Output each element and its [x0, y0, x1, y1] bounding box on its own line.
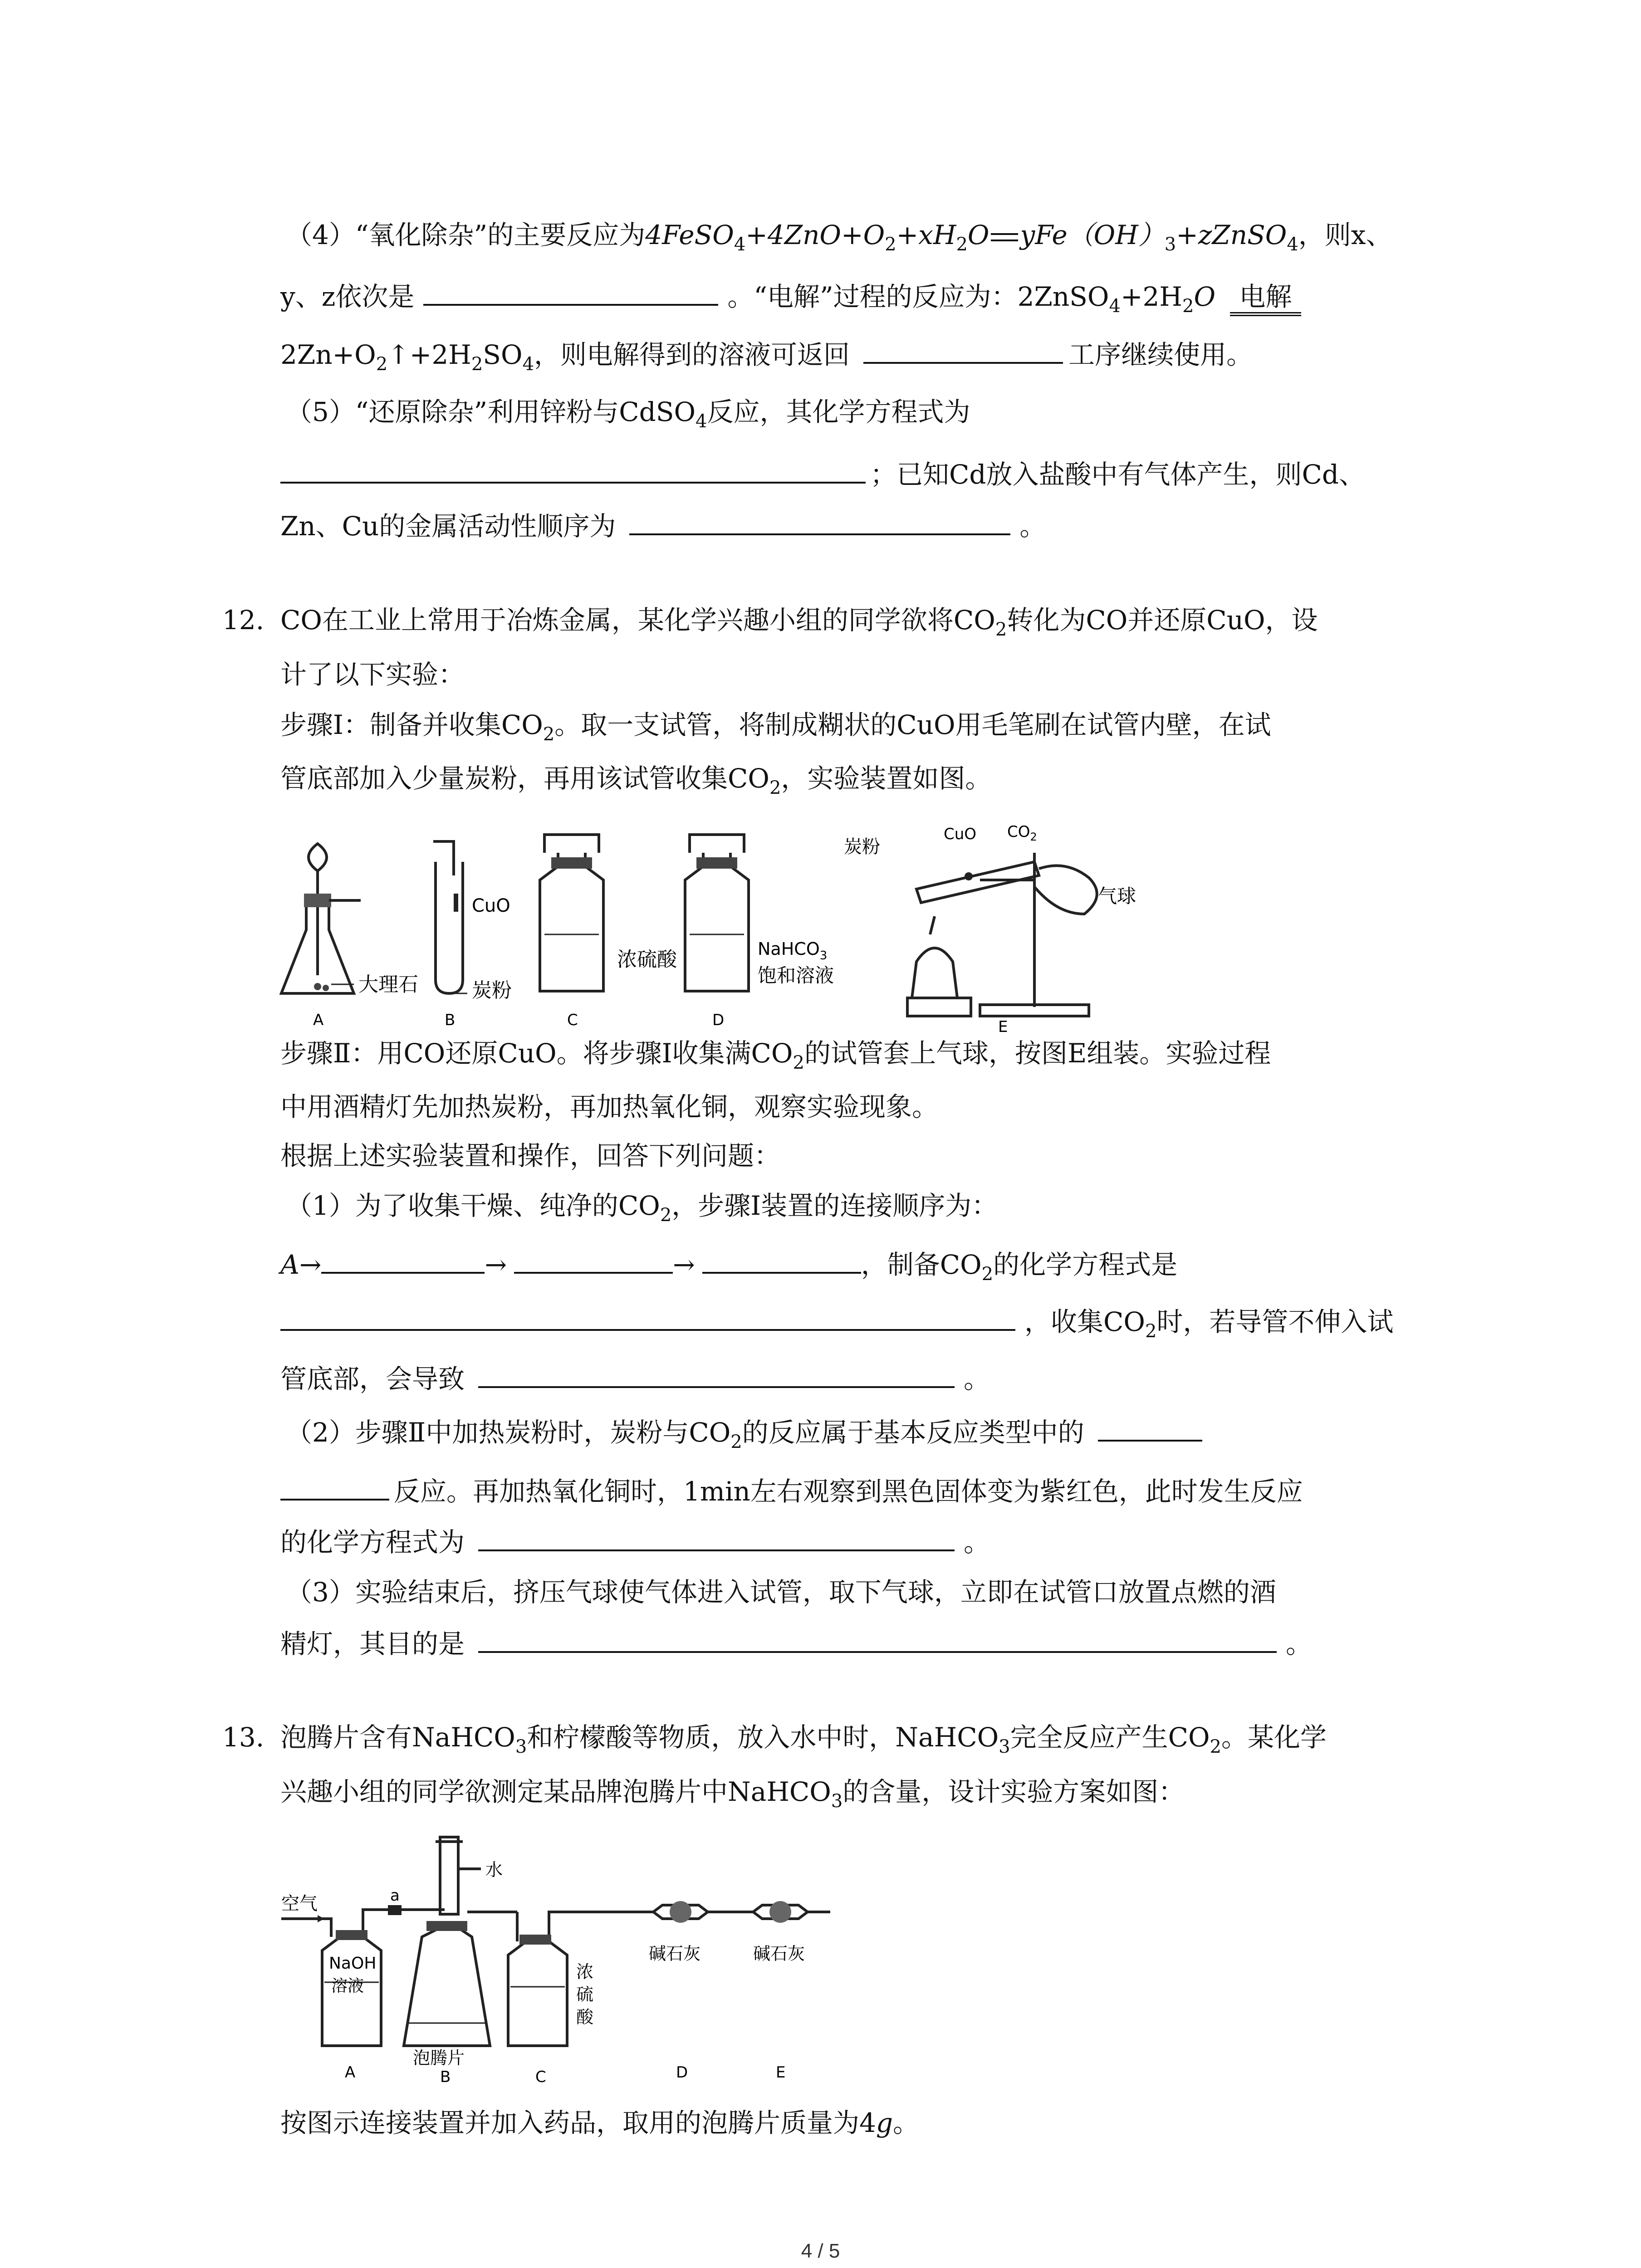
- label-c: C: [535, 2068, 546, 2086]
- text: 。: [1019, 511, 1046, 542]
- sub: 4: [522, 354, 534, 375]
- q13-apparatus-figure: [272, 1833, 871, 2096]
- label-air: 空气: [281, 1893, 318, 1914]
- q11-part5-line3: [280, 507, 1046, 544]
- text: 。“电解”过程的反应为：2ZnSO: [727, 281, 1109, 312]
- answer-blank[interactable]: [280, 1472, 389, 1501]
- text: +xH: [896, 220, 956, 250]
- text: y、z依次是: [280, 281, 415, 312]
- label-carbon: 炭粉: [472, 979, 512, 1002]
- label-e: E: [998, 1018, 1008, 1034]
- text: （4）“氧化除杂”的主要反应为: [286, 220, 646, 250]
- text: CO: [1007, 826, 1030, 841]
- text: Zn、Cu的金属活动性顺序为: [280, 511, 616, 542]
- text: 。某化学: [1221, 1722, 1327, 1753]
- label-a: A: [345, 2063, 356, 2082]
- label-conc: 浓: [576, 1962, 594, 1982]
- text: 按图示连接装置并加入药品，取用的泡腾片质量为4: [280, 2107, 876, 2138]
- answer-blank[interactable]: [863, 336, 1063, 364]
- label-a: A: [313, 1011, 324, 1029]
- text: NaHCO: [758, 939, 820, 959]
- apparatus-c: [540, 835, 677, 1029]
- text: 。: [964, 1527, 990, 1558]
- text: 。取一支试管，将制成糊状的CuO用毛笔刷在试管内壁，在试: [554, 709, 1271, 740]
- label-naoh: NaOH: [329, 1954, 377, 1973]
- text: 的含量，设计实验方案如图：: [843, 1776, 1185, 1807]
- label-marble: 大理石: [358, 973, 418, 996]
- page-number: 4 / 5: [801, 2240, 840, 2262]
- apparatus-d: [599, 1901, 708, 2082]
- text: 泡腾片含有NaHCO: [280, 1722, 515, 1753]
- q12-part3-line2: [280, 1625, 1312, 1662]
- sub: 3: [1164, 234, 1176, 255]
- q12-part1-line4: [280, 1360, 990, 1397]
- text: 完全反应产生CO: [1010, 1722, 1210, 1753]
- answer-blank[interactable]: [478, 1625, 1277, 1653]
- label-e: E: [776, 2063, 786, 2082]
- text: g: [876, 2107, 893, 2138]
- answer-blank[interactable]: [702, 1246, 861, 1274]
- label-d: D: [712, 1011, 725, 1029]
- label-tablet: 泡腾片: [413, 2048, 465, 2068]
- apparatus-d: [685, 835, 834, 1029]
- text: 。: [1286, 1628, 1313, 1659]
- answer-blank[interactable]: [423, 278, 718, 306]
- text: O: [967, 220, 989, 250]
- label-soda-lime-1: 碱石灰: [649, 1944, 701, 1964]
- text: 的试管套上气球，按图E组装。实验过程: [804, 1038, 1271, 1069]
- text: （5）“还原除杂”利用锌粉与CdSO: [286, 396, 696, 427]
- answer-blank[interactable]: [514, 1246, 673, 1274]
- q12-part2-line1: [286, 1413, 1202, 1451]
- text: ，则电解得到的溶液可返回: [534, 339, 850, 370]
- label-water: 水: [485, 1860, 503, 1880]
- label-solution: 溶液: [331, 1977, 364, 1995]
- sub: 2: [1030, 831, 1037, 843]
- apparatus-a: [322, 1910, 399, 2082]
- sub: 2: [543, 724, 555, 745]
- sub: 3: [831, 1791, 843, 1812]
- label-conc-h2so4: 浓硫酸: [617, 948, 677, 971]
- sub: 3: [999, 1736, 1010, 1757]
- q11-part4-line2: [280, 278, 1301, 315]
- text: CO在工业上常用于冶炼金属，某化学兴趣小组的同学欲将CO: [280, 605, 995, 635]
- q12-apparatus-figure: [272, 826, 1270, 1034]
- q12-line2: 计了以下实验：: [280, 659, 465, 690]
- sub: 2: [956, 234, 968, 255]
- text: yFe（OH）: [1020, 220, 1165, 250]
- sub: 2: [376, 354, 388, 375]
- q13-line2: [280, 1774, 1185, 1810]
- sub: 2: [793, 1052, 804, 1073]
- text: ↑+2H: [387, 339, 471, 370]
- text: 步骤Ⅰ：制备并收集CO: [280, 709, 543, 740]
- q13-last-line: [280, 2105, 919, 2141]
- text: 步骤Ⅱ：用CO还原CuO。将步骤Ⅰ收集满CO: [280, 1038, 793, 1069]
- label-e-co2: [1007, 826, 1037, 843]
- q11-part4-line3: [280, 336, 1253, 373]
- q12-part2-line3: [280, 1523, 990, 1560]
- text: 反应，其化学方程式为: [707, 396, 970, 427]
- text: 转化为CO并还原CuO，设: [1007, 605, 1318, 635]
- text: 的化学方程式是: [993, 1249, 1178, 1280]
- q12-intro: 根据上述实验装置和操作，回答下列问题：: [280, 1140, 781, 1171]
- text: A→: [280, 1249, 322, 1280]
- sub: 4: [696, 411, 707, 432]
- sub: 2: [885, 234, 896, 255]
- text: ；已知Cd放入盐酸中有气体产生，则Cd、: [870, 459, 1366, 490]
- sub: 2: [995, 619, 1007, 640]
- electrolysis-condition: 电解: [1230, 281, 1301, 316]
- answer-blank[interactable]: [629, 507, 1010, 535]
- text: 工序继续使用。: [1068, 339, 1253, 370]
- q12-step2-line2: 中用酒精灯先加热炭粉，再加热氧化铜，观察实验现象。: [280, 1091, 939, 1122]
- text: ，则x、: [1298, 220, 1392, 250]
- q12-number: 12.: [222, 605, 265, 635]
- q13-number: 13.: [222, 1722, 265, 1753]
- text: +zZnSO: [1176, 220, 1287, 250]
- answer-blank[interactable]: [280, 455, 866, 484]
- sub: 2: [660, 1205, 672, 1226]
- sub: 2: [1210, 1736, 1221, 1757]
- sub: 3: [515, 1736, 527, 1757]
- sub: 4: [1287, 234, 1298, 255]
- label-nahco3: [758, 939, 827, 963]
- label-e-carbon: 炭粉: [844, 836, 880, 857]
- q12-part2-line2: [280, 1472, 1303, 1510]
- text: +4ZnO+O: [745, 220, 885, 250]
- q11-part5-line1: [286, 394, 970, 430]
- sub: 3: [819, 949, 828, 963]
- text: （1）为了收集干燥、纯净的CO: [286, 1190, 660, 1221]
- text: 管底部，会导致: [280, 1364, 465, 1394]
- equals-sign: [991, 233, 1018, 241]
- text: ，步骤Ⅰ装置的连接顺序为：: [671, 1190, 998, 1221]
- text: 的反应属于基本反应类型中的: [742, 1417, 1084, 1448]
- sub: 2: [1182, 296, 1194, 317]
- label-sulfur: 硫: [576, 1984, 594, 2004]
- text: ，制备CO: [861, 1249, 982, 1280]
- label-b: B: [440, 2068, 451, 2086]
- q12-part1-line3: [280, 1303, 1393, 1340]
- text: 管底部加入少量炭粉，再用该试管收集CO: [280, 763, 769, 794]
- q12-step2-line1: [280, 1035, 1271, 1071]
- text: 。: [893, 2107, 920, 2138]
- q12-step1-line1: [280, 707, 1271, 743]
- text: 反应。再加热氧化铜时，1min左右观察到黑色固体变为紫红色，此时发生反应: [394, 1476, 1303, 1507]
- text: （2）步骤Ⅱ中加热炭粉时，炭粉与CO: [286, 1417, 731, 1448]
- text: 精灯，其目的是: [280, 1628, 465, 1659]
- q12-step1-line2: [280, 760, 991, 797]
- q12-part1-line1: [286, 1188, 998, 1224]
- label-soda-lime-2: 碱石灰: [753, 1944, 805, 1964]
- text: 的化学方程式为: [280, 1527, 465, 1558]
- text: 和柠檬酸等物质，放入水中时，NaHCO: [527, 1722, 999, 1753]
- label-valve-a: a: [390, 1887, 400, 1905]
- arrow: →: [673, 1249, 695, 1280]
- answer-blank[interactable]: [321, 1246, 485, 1274]
- water-funnel: [436, 1837, 503, 1914]
- q12-line1: [280, 602, 1318, 638]
- answer-blank[interactable]: [280, 1303, 1015, 1331]
- label-b: B: [445, 1011, 456, 1029]
- label-saturated-solution: 饱和溶液: [758, 964, 834, 987]
- arrow: →: [485, 1249, 507, 1280]
- text: +2H: [1120, 281, 1183, 312]
- q13-line1: [280, 1719, 1327, 1755]
- text: ，实验装置如图。: [781, 763, 992, 794]
- q12-part1-line2: [280, 1246, 1177, 1283]
- text: 兴趣小组的同学欲测定某品牌泡腾片中NaHCO: [280, 1776, 831, 1807]
- label-e-cuo: CuO: [944, 826, 977, 843]
- text: SO: [483, 339, 523, 370]
- label-balloon: 气球: [1098, 885, 1136, 907]
- text: 4FeSO: [645, 220, 734, 250]
- label-acid: 酸: [576, 2007, 594, 2027]
- label-d: D: [676, 2063, 688, 2082]
- text: ，收集CO: [1024, 1306, 1145, 1337]
- apparatus-c: [508, 1912, 599, 2086]
- apparatus-e: [844, 826, 1136, 1034]
- text: 2Zn+O: [280, 339, 376, 370]
- sub: 2: [769, 777, 781, 798]
- apparatus-b: [404, 1921, 490, 2086]
- text: 时，若导管不伸入试: [1156, 1306, 1394, 1337]
- q11-part5-line2: [280, 455, 1365, 493]
- sub: 4: [1109, 296, 1121, 317]
- text: 。: [964, 1364, 990, 1394]
- apparatus-e: [708, 1901, 830, 2082]
- label-cuo: CuO: [472, 895, 510, 916]
- text: O: [1194, 281, 1216, 312]
- sub: 2: [1145, 1321, 1157, 1342]
- answer-blank[interactable]: [1098, 1413, 1202, 1442]
- q11-part4-line1: [286, 217, 1392, 253]
- answer-blank[interactable]: [478, 1523, 955, 1551]
- apparatus-a: [281, 844, 418, 1029]
- sub: 2: [730, 1432, 742, 1452]
- answer-blank[interactable]: [478, 1360, 955, 1388]
- q12-part3-line1: （3）实验结束后，挤压气球使气体进入试管，取下气球，立即在试管口放置点燃的酒: [286, 1577, 1276, 1608]
- label-c: C: [567, 1011, 578, 1029]
- apparatus-b: [433, 841, 512, 1029]
- sub: 2: [981, 1264, 994, 1285]
- sub: 4: [734, 234, 746, 255]
- sub: 2: [471, 354, 483, 375]
